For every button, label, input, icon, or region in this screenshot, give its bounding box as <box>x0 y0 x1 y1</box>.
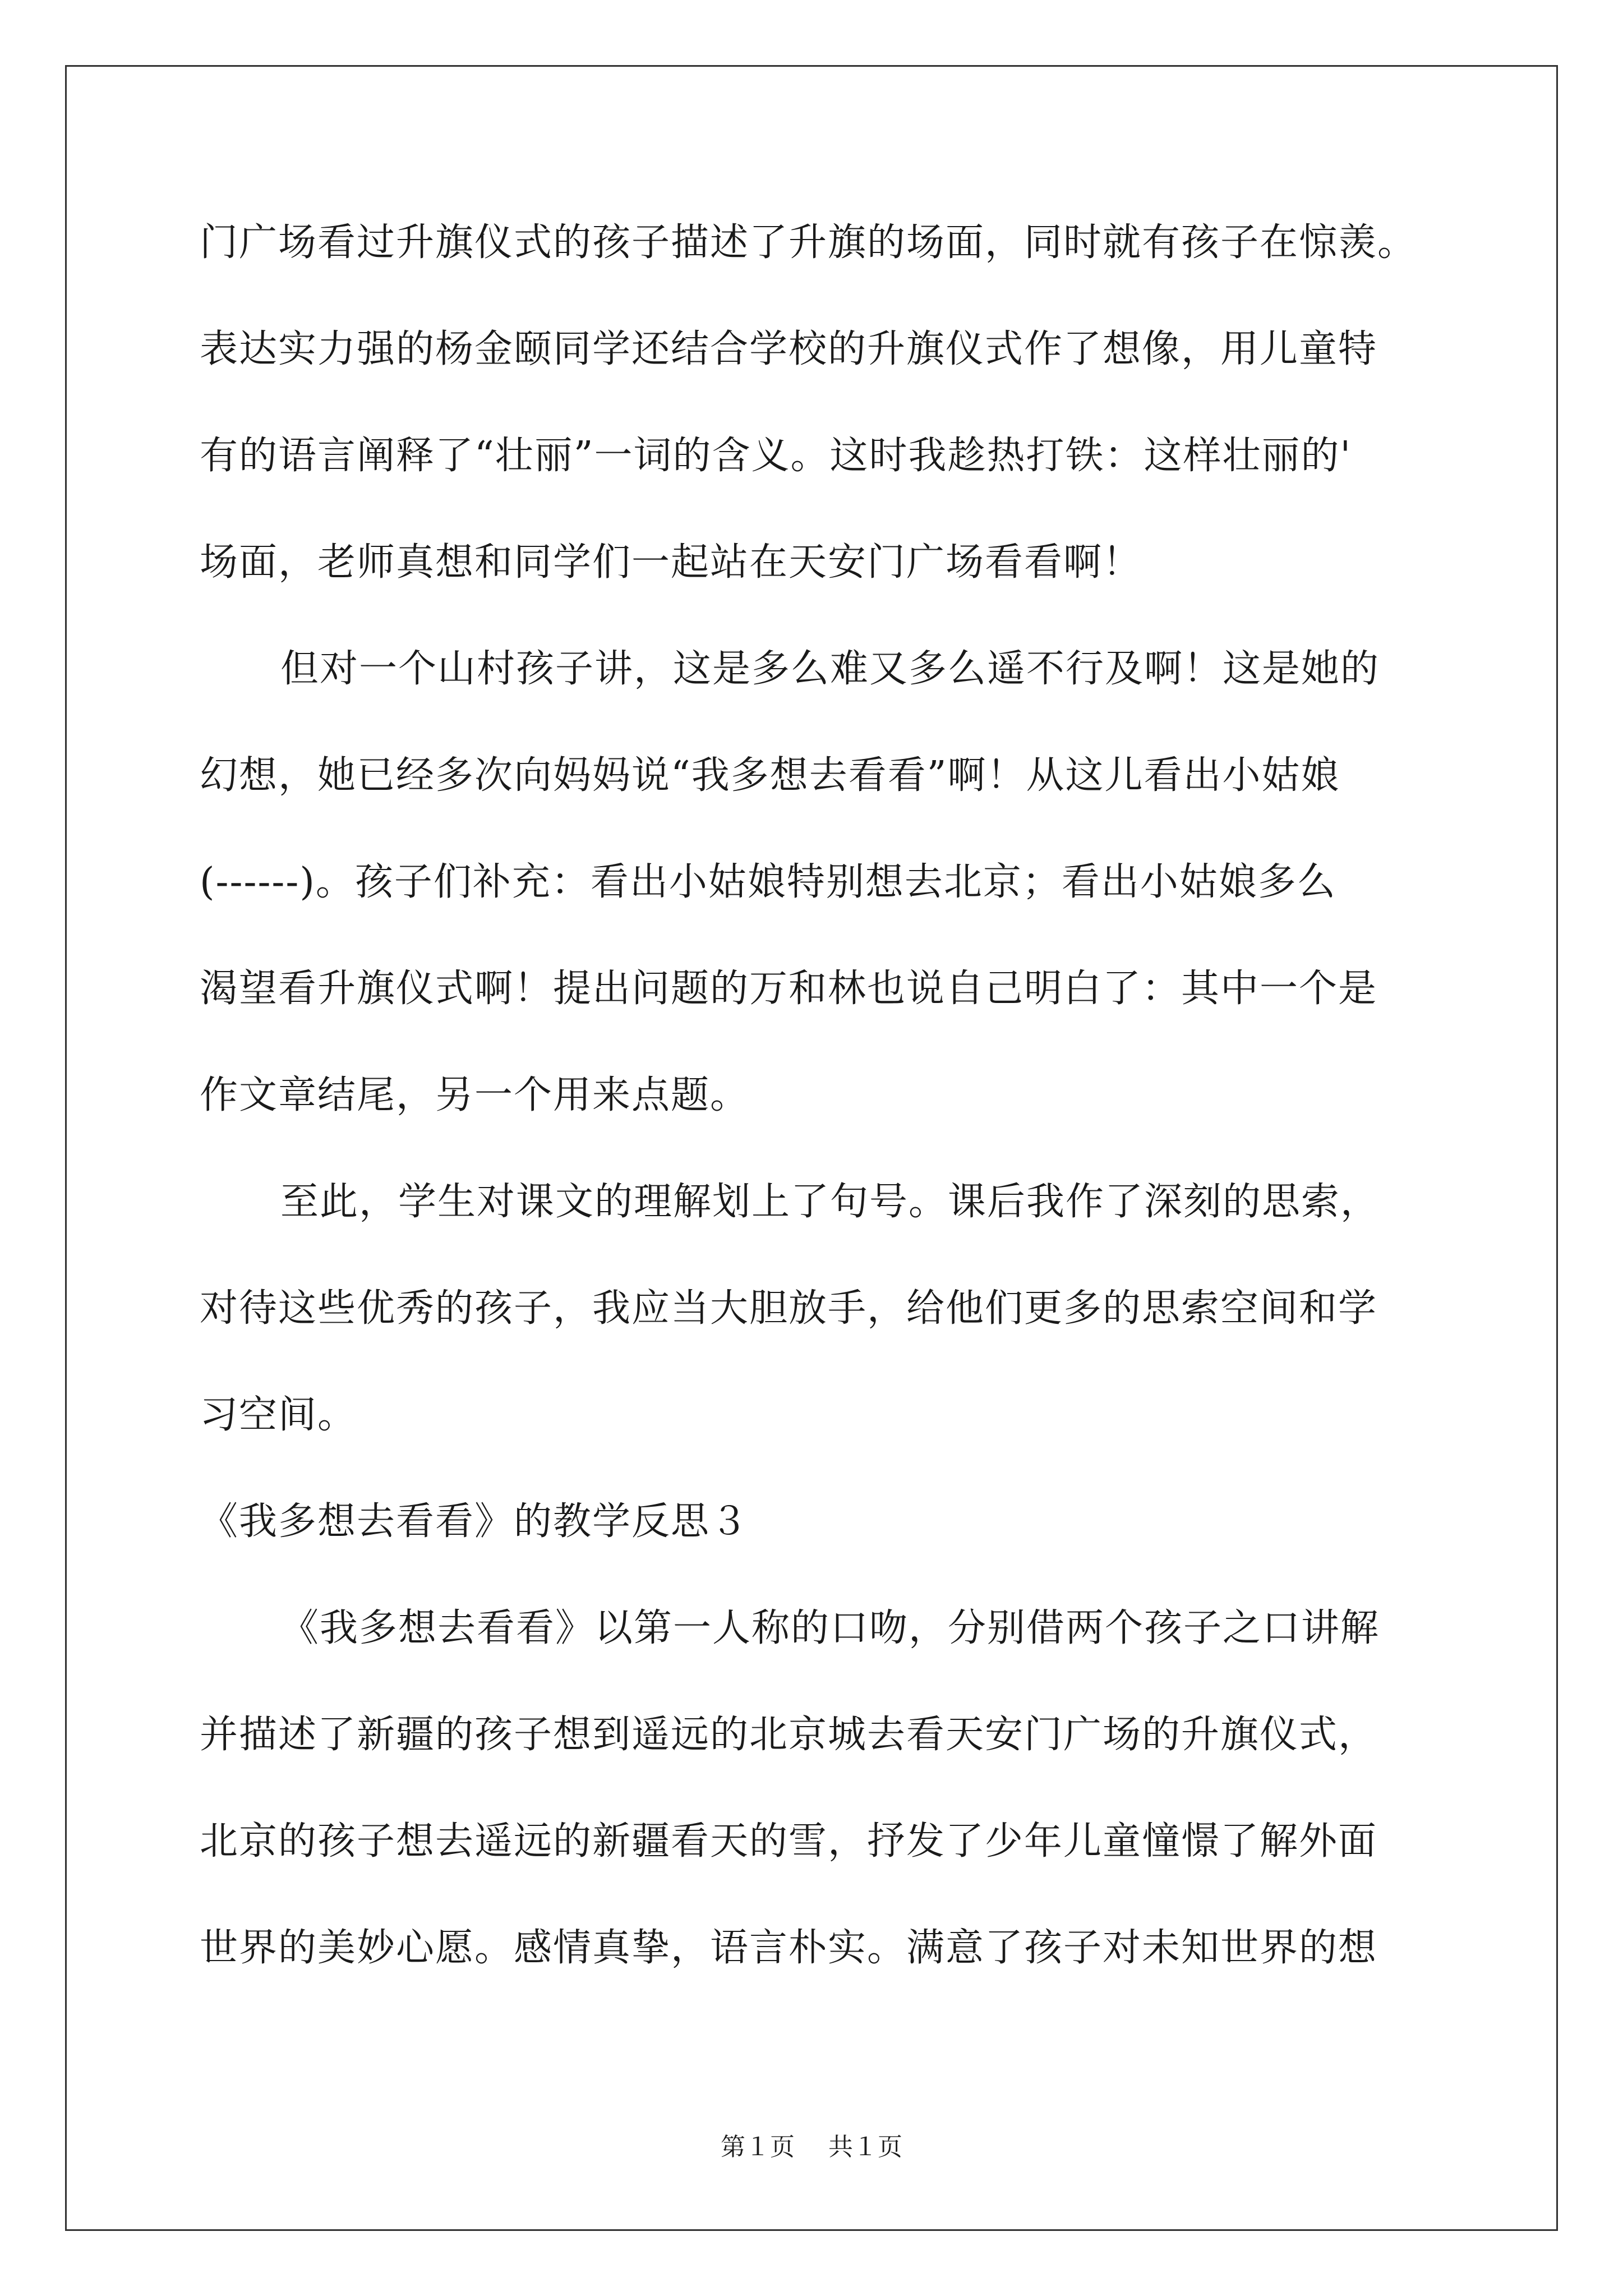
body-line-12: 习空间。 <box>200 1393 357 1437</box>
body-line-2: 表达实力强的杨金颐同学还结合学校的升旗仪式作了想像，用儿童特 <box>200 327 1378 371</box>
body-line-3: 有的语言阐释了“壮丽”一词的含义。这时我趁热打铁：这样壮丽的' <box>200 434 1352 478</box>
body-line-9: 作文章结尾，另一个用来点题。 <box>200 1073 750 1117</box>
page-border <box>65 65 1558 2231</box>
body-line-17: 世界的美妙心愿。感情真挚，语言朴实。满意了孩子对未知世界的想 <box>200 1926 1378 1970</box>
body-line-6: 幻想，她已经多次向妈妈说“我多想去看看”啊！从这儿看出小姑娘 <box>200 753 1340 798</box>
body-line-14: 《我多想去看看》以第一人称的口吻，分别借两个孩子之口讲解 <box>280 1606 1380 1650</box>
section-heading: 《我多想去看看》的教学反思３ <box>200 1499 750 1544</box>
body-line-5: 但对一个山村孩子讲，这是多么难又多么遥不行及啊！这是她的 <box>280 647 1380 691</box>
body-line-11: 对待这些优秀的孩子，我应当大胆放手，给他们更多的思索空间和学 <box>200 1286 1378 1331</box>
body-line-15: 并描述了新疆的孩子想到遥远的北京城去看天安门广场的升旗仪式， <box>200 1713 1378 1757</box>
body-line-7: (------)。孩子们补充：看出小姑娘特别想去北京；看出小姑娘多么 <box>200 860 1336 904</box>
body-line-8: 渴望看升旗仪式啊！提出问题的万和林也说自己明白了：其中一个是 <box>200 967 1378 1011</box>
body-line-10: 至此，学生对课文的理解划上了句号。课后我作了深刻的思索， <box>280 1180 1380 1224</box>
page-number: 第１页 <box>721 2133 795 2161</box>
body-line-4: 场面，老师真想和同学们一起站在天安门广场看看啊！ <box>200 540 1142 585</box>
page-total: 共１页 <box>828 2133 902 2161</box>
page-footer <box>0 2131 1623 2164</box>
body-line-16: 北京的孩子想去遥远的新疆看天的雪，抒发了少年儿童憧憬了解外面 <box>200 1819 1378 1864</box>
body-line-1: 门广场看过升旗仪式的孩子描述了升旗的场面，同时就有孩子在惊羡。 <box>200 220 1417 265</box>
